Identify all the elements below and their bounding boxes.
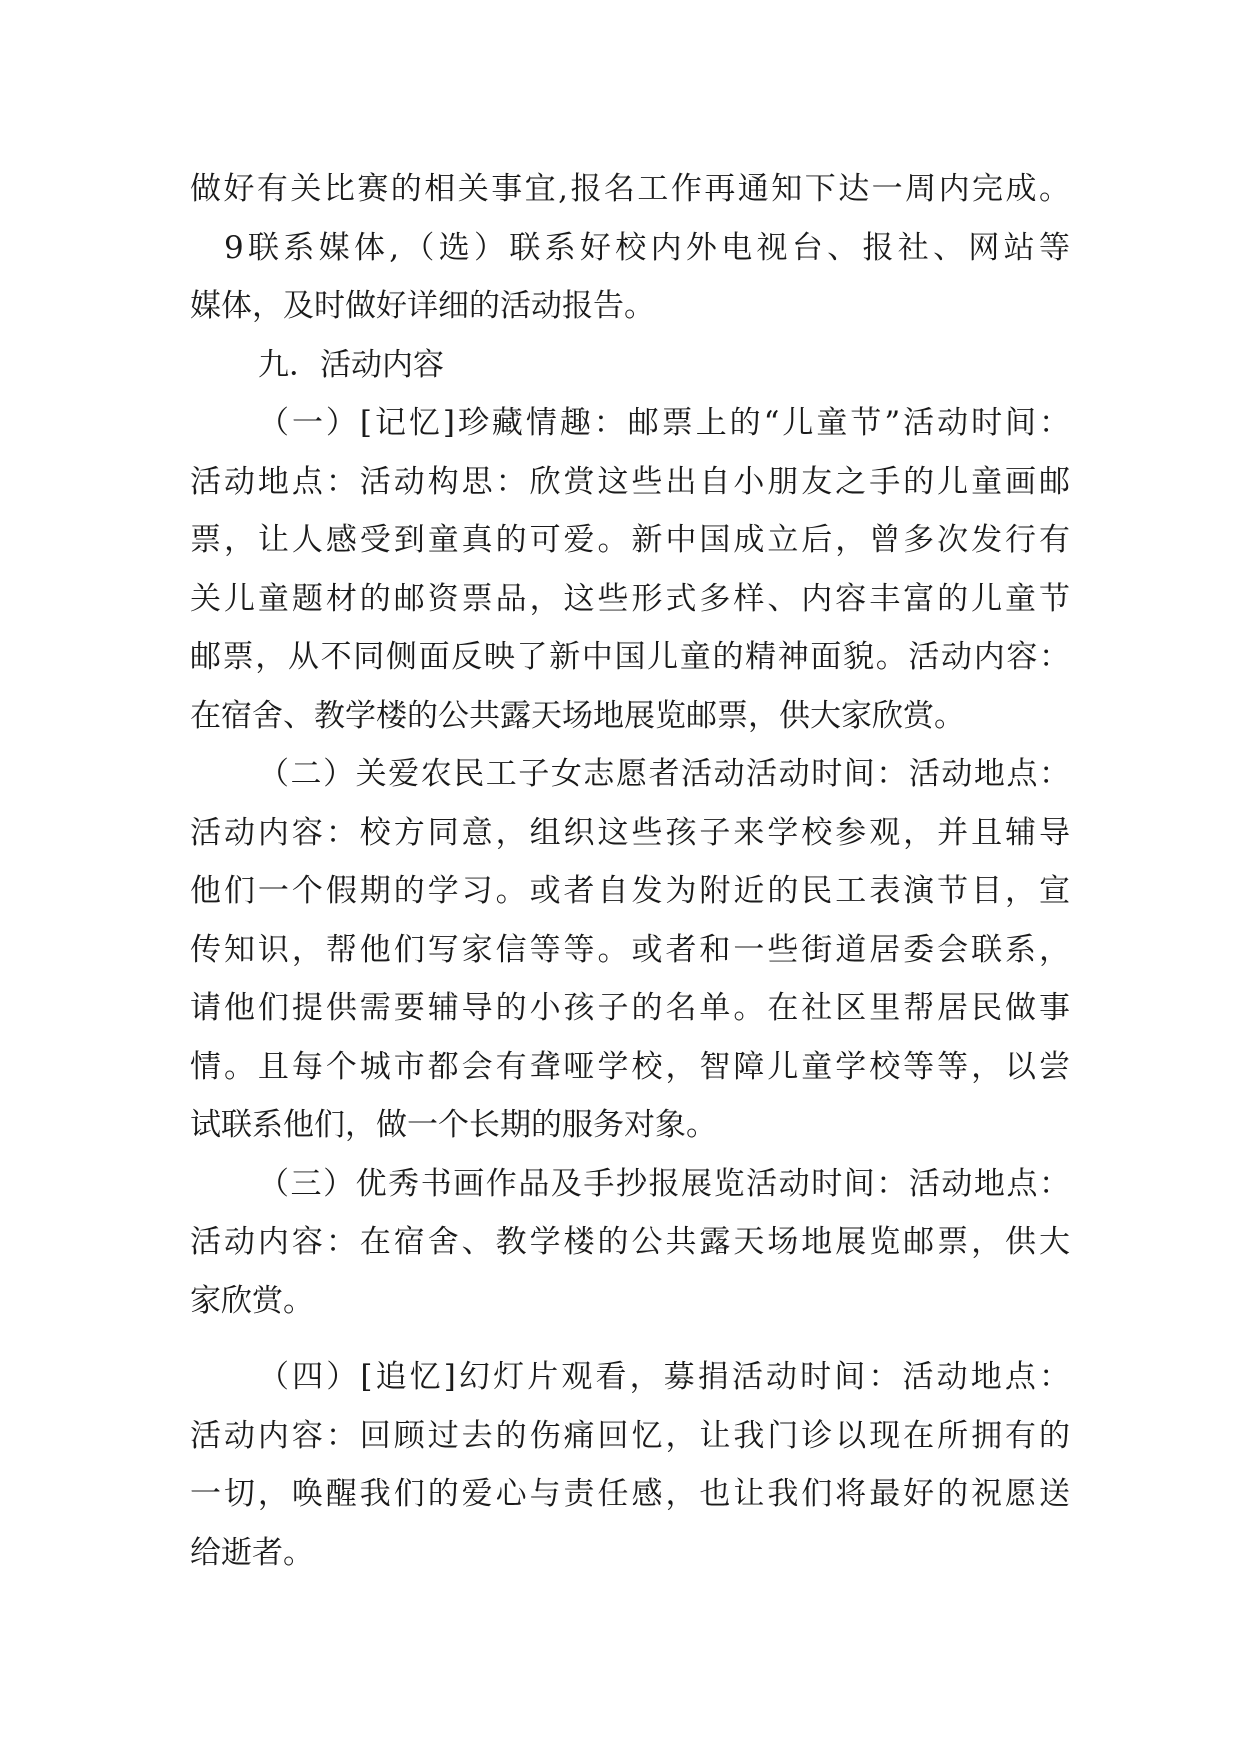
text-line: 九．活动内容: [258, 346, 444, 383]
document-page: [190, 160, 1070, 1582]
text-line: 活动内容：在宿舍、教学楼的公共露天场地展览邮票，供大: [190, 1224, 1070, 1260]
text-line: 情。且每个城市都会有聋哑学校，智障儿童学校等等，以尝: [190, 1048, 1070, 1085]
text-line: 请他们提供需要辅导的小孩子的名单。在社区里帮居民做事: [190, 990, 1070, 1026]
text-line: 活动内容：回顾过去的伤痛回忆，让我门诊以现在所拥有的: [190, 1417, 1070, 1454]
text-line: 传知识，帮他们写家信等等。或者和一些街道居委会联系，: [190, 931, 1070, 968]
text-line: 家欣赏。: [190, 1282, 314, 1319]
text-line: 一切，唤醒我们的爱心与责任感，也让我们将最好的祝愿送: [190, 1476, 1070, 1512]
text-line: 给逝者。: [190, 1534, 314, 1571]
text-line: 活动内容：校方同意，组织这些孩子来学校参观，并且辅导: [190, 814, 1070, 851]
text-line: （二）关爱农民工子女志愿者活动活动时间：活动地点：: [258, 756, 1070, 792]
text-line: 媒体，及时做好详细的活动报告。: [190, 288, 655, 324]
text-line: 关儿童题材的邮资票品，这些形式多样、内容丰富的儿童节: [190, 580, 1070, 617]
text-line: 在宿舍、教学楼的公共露天场地展览邮票，供大家欣赏。: [190, 697, 965, 734]
paragraph-gap: [190, 1330, 1070, 1348]
text-line: 票，让人感受到童真的可爱。新中国成立后，曾多次发行有: [190, 522, 1070, 558]
text-line: （一）[记忆]珍藏情趣：邮票上的“儿童节”活动时间：: [258, 405, 1070, 441]
text-line: 做好有关比赛的相关事宜,报名工作再通知下达一周内完成。: [190, 171, 1070, 207]
text-line: 试联系他们，做一个长期的服务对象。: [190, 1107, 717, 1143]
text-line: 活动地点：活动构思：欣赏这些出自小朋友之手的儿童画邮: [190, 463, 1070, 500]
text-line: （三）优秀书画作品及手抄报展览活动时间：活动地点：: [258, 1165, 1070, 1202]
text-line: 邮票，从不同侧面反映了新中国儿童的精神面貌。活动内容：: [190, 639, 1070, 675]
text-line: 9联系媒体,（选）联系好校内外电视台、报社、网站等: [224, 229, 1070, 266]
text-line: （四）[追忆]幻灯片观看，募捐活动时间：活动地点：: [258, 1359, 1070, 1395]
text-line: 他们一个假期的学习。或者自发为附近的民工表演节目，宣: [190, 873, 1070, 909]
